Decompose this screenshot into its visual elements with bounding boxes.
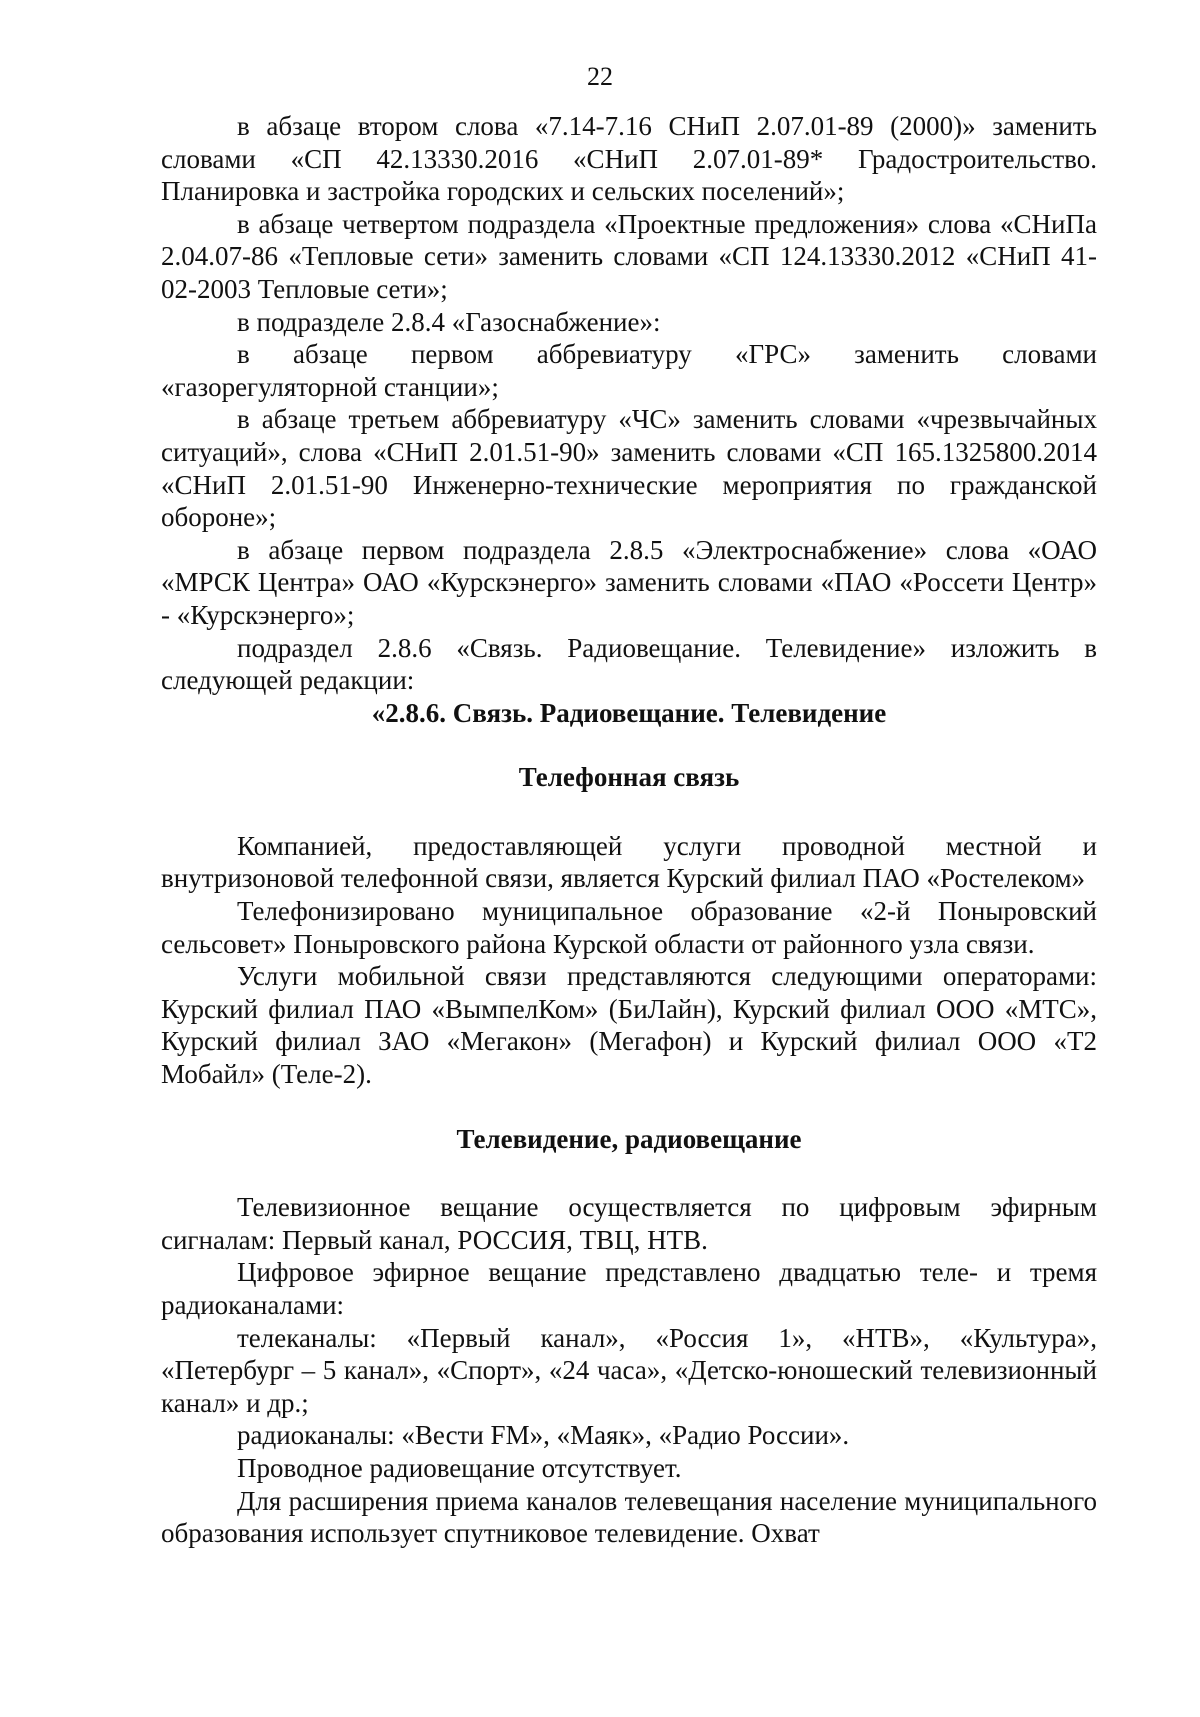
tv-heading: Телевидение, радиовещание [456, 1123, 802, 1154]
paragraph: телеканалы: «Первый канал», «Россия 1», «НТВ», «Культура», «Петербург – 5 канал», «Спорт», «24 часа», «Детско-юношеский телевизионный канал» и др.; [161, 1322, 1097, 1418]
paragraph: в абзаце третьем аббревиатуру «ЧС» заменить словами «чрезвычайных ситуаций», слова «СНиП 2.01.51-90» заменить словами «СП 165.1325800.2014 «СНиП 2.01.51-90 Инженерно-технические мероприятия по гражданской обороне»; [161, 404, 1097, 533]
document-body [161, 110, 1097, 1550]
paragraph: в абзаце первом подраздела 2.8.5 «Электроснабжение» слова «ОАО «МРСК Центра» ОАО «Курскэнерго» заменить словами «ПАО «Россети Центр» - «Курскэнерго»; [161, 534, 1097, 630]
page-number: 22 [587, 62, 613, 91]
paragraph: Услуги мобильной связи представляются следующими операторами: Курский филиал ПАО «ВымпелКом» (БиЛайн), Курский филиал ООО «МТС», Курский филиал ЗАО «Мегакон» (Мегафон) и Курский филиал ООО «Т2 Мобайл» (Теле-2). [161, 961, 1097, 1090]
paragraph: Цифровое эфирное вещание представлено двадцатью теле- и тремя радиоканалами: [161, 1257, 1097, 1320]
paragraph: Компанией, предоставляющей услуги проводной местной и внутризоновой телефонной связи, является Курский филиал ПАО «Ростелеком» [161, 830, 1097, 894]
telephone-heading: Телефонная связь [518, 762, 740, 793]
section-heading: «2.8.6. Связь. Радиовещание. Телевидение [371, 697, 887, 728]
paragraph: радиоканалы: «Вести FM», «Маяк», «Радио России». [237, 1420, 850, 1451]
paragraph: Телефонизировано муниципальное образование «2-й Поныровский сельсовет» Поныровского района Курской области от районного узла связи. [161, 896, 1097, 959]
paragraph: подраздел 2.8.6 «Связь. Радиовещание. Телевидение» изложить в следующей редакции: [161, 632, 1097, 696]
paragraph: в абзаце втором слова «7.14-7.16 СНиП 2.07.01-89 (2000)» заменить словами «СП 42.13330.2016 «СНиП 2.07.01-89* Градостроительство. Планировка и застройка городских и сельских поселений»; [161, 111, 1097, 207]
paragraph: в абзаце четвертом подраздела «Проектные предложения» слова «СНиПа 2.04.07-86 «Тепловые сети» заменить словами «СП 124.13330.2012 «СНиП 41-02-2003 Тепловые сети»; [161, 208, 1097, 304]
paragraph: Телевизионное вещание осуществляется по цифровым эфирным сигналам: Первый канал, РОССИЯ, ТВЦ, НТВ. [161, 1192, 1097, 1255]
paragraph: в абзаце первом аббревиатуру «ГРС» заменить словами «газорегуляторной станции»; [161, 339, 1097, 402]
paragraph: Для расширения приема каналов телевещания население муниципального образования использует спутниковое телевидение. Охват [161, 1485, 1097, 1549]
paragraph: Проводное радиовещание отсутствует. [237, 1452, 682, 1483]
paragraph: в подразделе 2.8.4 «Газоснабжение»: [237, 306, 661, 337]
